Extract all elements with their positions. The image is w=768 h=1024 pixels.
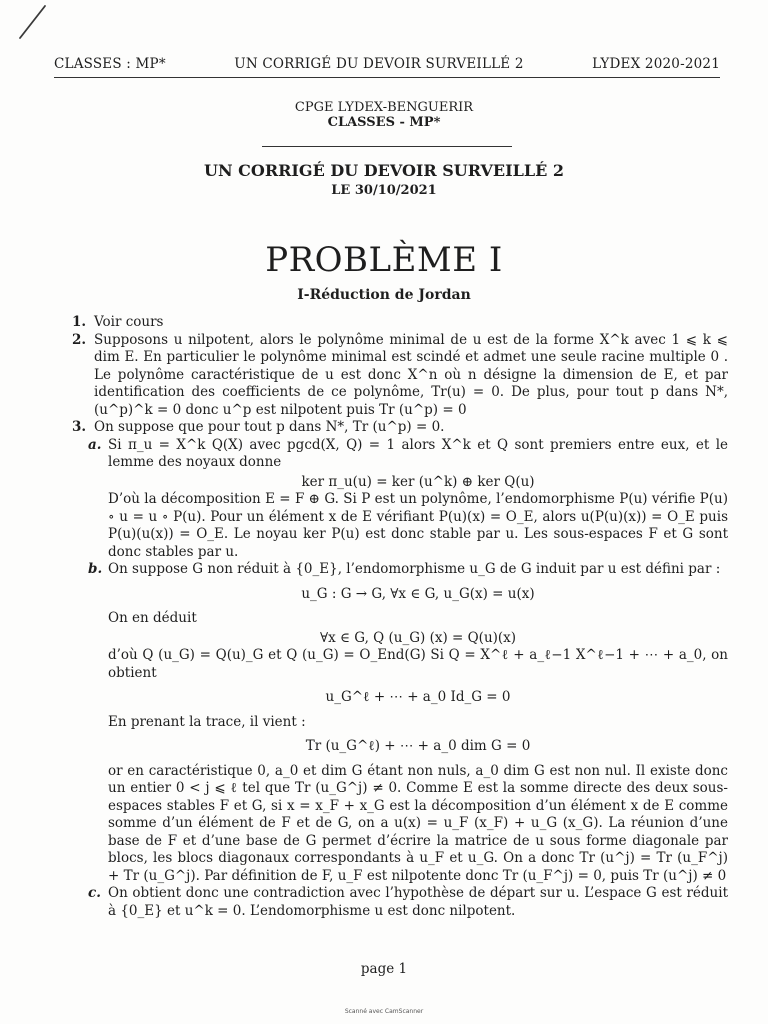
sub-text: Si π_u = X^k Q(X) avec pgcd(X, Q) = 1 alors X^k et Q sont premiers entre eux, et le lemme des noyaux donne: [108, 436, 728, 470]
header-right: LYDEX 2020-2021: [592, 56, 720, 72]
answer-text: Voir cours: [94, 314, 164, 330]
scanner-watermark: Scanné avec CamScanner: [344, 1008, 424, 1015]
equation: u_G : G → G, ∀x ∈ G, u_G(x) = u(x): [301, 585, 535, 602]
document-title: UN CORRIGÉ DU DEVOIR SURVEILLÉ 2: [204, 161, 564, 180]
sub-text: On en déduit: [108, 610, 197, 626]
solution-content: [72, 314, 728, 920]
running-header: [54, 56, 720, 72]
problem-title: PROBLÈME I: [265, 240, 503, 280]
school-classes: CLASSES - MP*: [327, 115, 441, 130]
sub-text: On obtient donc une contradiction avec l’hypothèse de départ sur u. L’espace G est réduit à {0_E} et u^k = 0. L’endomorphisme u est donc nilpotent.: [108, 885, 728, 919]
equation: ker π_u(u) = ker (u^k) ⊕ ker Q(u): [301, 473, 535, 490]
pen-stroke-mark: [0, 0, 60, 50]
equation: Tr (u_G^ℓ) + ⋯ + a_0 dim G = 0: [305, 738, 531, 754]
sub-text: D’où la décomposition E = F ⊕ G. Si P est un polynôme, l’endomorphisme P(u) vérifie P(u) ∘ u = u ∘ P(u). Pour un élément x de E vérifiant P(u)(x) = O_E, alors u(P(u)(x)) = O_E puis P(u)(u(x)) = O_E. Le noyau ker P(u) est donc stable par u. Les sous-espaces F et G sont donc stables par u.: [108, 491, 728, 560]
answer-2: [72, 332, 728, 420]
equation: ∀x ∈ G, Q (u_G) (x) = Q(u)(x): [319, 629, 517, 646]
sub-text: or en caractéristique 0, a_0 et dim G étant non nuls, a_0 dim G est non nul. Il existe donc un entier 0 < j ⩽ ℓ tel que Tr (u_G^j) ≠ 0. Comme E est la somme directe des deux sous-espaces stables F et G, si x = x_F + x_G est la décomposition d’un élément x de E comme somme d’un élément de F et de G, on a u(x) = u_F (x_F) + u_G (x_G). La réunion d’une base de F et d’une base de G permet d’écrire la matrice de u sous forme diagonale par blocs, les blocs diagonaux correspondants à u_F et u_G. On a donc Tr (u^j) = Tr (u_F^j) + Tr (u_G^j). Par définition de F, u_F est nilpotente donc Tr (u_F^j) = 0, puis Tr (u^j) ≠ 0: [108, 762, 728, 884]
sub-letter: c.: [88, 885, 101, 901]
equation: u_G^ℓ + ⋯ + a_0 Id_G = 0: [325, 689, 511, 705]
answer-3c: [72, 885, 728, 920]
answer-number: 1.: [72, 314, 87, 330]
sub-letter: b.: [88, 561, 103, 577]
sub-letter: a.: [88, 436, 102, 453]
document-date: LE 30/10/2021: [331, 183, 437, 198]
header-divider: [54, 77, 720, 78]
header-center: UN CORRIGÉ DU DEVOIR SURVEILLÉ 2: [234, 56, 524, 72]
answer-3: [72, 419, 728, 437]
school-name: CPGE LYDEX-BENGUERIR: [294, 100, 474, 115]
answer-3a: [72, 437, 728, 562]
answer-1: [72, 314, 728, 332]
answer-text: On suppose que pour tout p dans N*, Tr (u^p) = 0.: [94, 419, 445, 435]
sub-text: d’où Q (u_G) = Q(u)_G et Q (u_G) = O_End(G) Si Q = X^ℓ + a_ℓ−1 X^ℓ−1 + ⋯ + a_0, on obtient: [108, 647, 728, 681]
section-title: I-Réduction de Jordan: [297, 287, 471, 303]
header-left: CLASSES : MP*: [54, 56, 166, 72]
answer-text: Supposons u nilpotent, alors le polynôme minimal de u est de la forme X^k avec 1 ⩽ k ⩽ dim E. En particulier le polynôme minimal est scindé et admet une seule racine multiple 0 . Le polynôme caractéristique de u est donc X^n où n désigne la dimension de E, et par identification des coefficients de ce polynôme, Tr(u) = 0. De plus, pour tout p dans N*, (u^p)^k = 0 donc u^p est nilpotent puis Tr (u^p) = 0: [94, 331, 728, 418]
answer-number: 2.: [72, 331, 87, 348]
sub-text: On suppose G non réduit à {0_E}, l’endomorphisme u_G de G induit par u est défini par :: [108, 561, 721, 577]
school-block: [0, 100, 768, 130]
sub-text: En prenant la trace, il vient :: [108, 713, 306, 730]
answer-3b: [72, 561, 728, 885]
page-number: page 1: [360, 961, 408, 977]
title-divider: [262, 146, 512, 147]
answer-number: 3.: [72, 419, 87, 435]
